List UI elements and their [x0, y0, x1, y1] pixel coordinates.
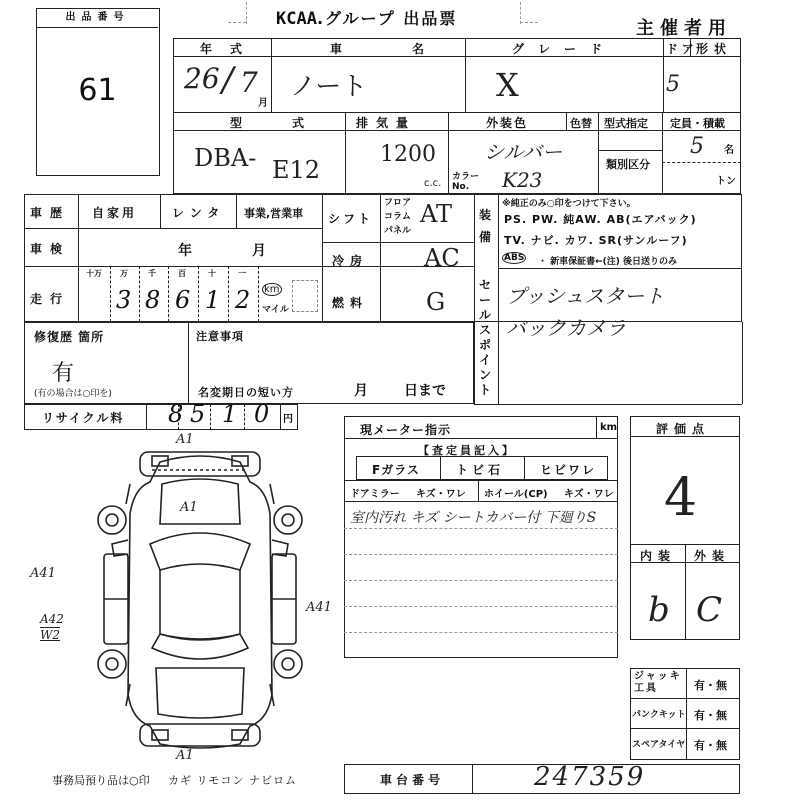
km-unit[interactable]: km — [264, 284, 280, 295]
mirror-options[interactable]: キズ・ワレ — [416, 489, 466, 500]
mileage-place-100k: 十万 — [86, 269, 102, 278]
equipment-line-3: ・ 新車保証書←(注) 後日送りのみ — [538, 257, 678, 267]
grade-label: グレード — [512, 42, 617, 56]
copy-label: 主催者用 — [636, 18, 732, 39]
damage-mark: W2 — [40, 628, 60, 642]
org-title-text: .グループ 出品票 — [316, 9, 458, 28]
inspector-label: 【査定員記入】 — [418, 444, 516, 457]
exterior-color-value: シルバー — [484, 140, 563, 164]
inspection-year-unit: 年 — [178, 243, 194, 259]
damage-mark: A1 — [176, 748, 194, 763]
fuel-value: G — [426, 288, 446, 316]
org-brand: KCAA — [276, 9, 317, 29]
capacity-label: 定員・積載 — [670, 117, 725, 130]
jack-options[interactable]: 有・無 — [694, 679, 727, 692]
mileage-place-1k: 千 — [148, 269, 156, 278]
equipment-abs: ABS — [504, 253, 525, 263]
type-designation-label: 型式指定 — [604, 117, 648, 130]
recycle-fee-digit: 1 — [222, 400, 238, 428]
capacity-value: 5 — [690, 134, 704, 159]
equipment-label: 装備 — [479, 208, 492, 244]
chip-label[interactable]: トビ石 — [456, 463, 505, 477]
year-separator: / — [222, 60, 234, 100]
ac-value: AC — [424, 244, 460, 272]
inspector-remark: 室内汚れ キズ シートカバー付 下廻りS — [350, 510, 597, 526]
interior-value: b — [648, 590, 670, 630]
type-value: E12 — [272, 156, 321, 184]
lot-number-box — [36, 8, 160, 176]
crack-label[interactable]: ヒビワレ — [540, 463, 597, 477]
shape-label: 形状 — [696, 42, 733, 56]
shift-option-column[interactable]: コラム — [384, 212, 411, 222]
mileage-place-10: 十 — [208, 269, 216, 278]
selling-point-item: バックカメラ — [506, 316, 626, 340]
wheel-options[interactable]: キズ・ワレ — [564, 489, 614, 500]
rating-value: 4 — [664, 468, 698, 528]
spare-tire-label: スペアタイヤ — [632, 740, 686, 750]
capacity-persons-unit: 名 — [724, 145, 734, 156]
type-label: 型式 — [230, 116, 355, 130]
doors-label: ドア — [666, 42, 698, 56]
mileage-digit: 8 — [145, 286, 161, 314]
exterior-label: 外装 — [694, 549, 731, 563]
mile-unit[interactable]: マイル — [262, 305, 289, 315]
chassis-number-value: 247359 — [534, 762, 646, 792]
car-diagram — [90, 444, 310, 754]
exterior-color-label: 外装色 — [486, 116, 529, 130]
shift-option-floor[interactable]: フロア — [384, 198, 412, 208]
color-no-label: カラー No. — [452, 172, 480, 192]
spare-tire-options[interactable]: 有・無 — [694, 739, 727, 752]
chassis-number-label: 車台番号 — [380, 773, 445, 787]
jack-label: ジャッキ工具 — [634, 671, 682, 694]
recycle-fee-digit: 5 — [190, 400, 206, 428]
inspection-month-unit: 月 — [252, 243, 268, 259]
cc-unit: c.c. — [424, 178, 442, 189]
office-items: カギ リモコン ナビロム — [168, 774, 297, 787]
mileage-digit: 2 — [235, 286, 251, 314]
interior-label: 内装 — [640, 549, 677, 563]
office-note: 事務局預り品は○印 — [52, 774, 150, 787]
ac-label: 冷房 — [332, 254, 369, 268]
selling-points-label: セールスポイント — [479, 278, 492, 397]
deadline-label: 名変期日の短い方 — [198, 386, 294, 399]
repair-note: (有の場合は○印を) — [34, 389, 112, 399]
category-label: 類別区分 — [606, 158, 650, 171]
displacement-label: 排気量 — [356, 116, 417, 130]
wheel-label: ホイール(CP) — [484, 489, 548, 500]
mileage-digit: 3 — [116, 286, 132, 314]
type-prefix: DBA- — [194, 144, 257, 172]
commercial-label[interactable]: 事業,営業車 — [244, 207, 304, 220]
capacity-tons-unit: トン — [716, 176, 736, 187]
rating-label: 評価点 — [656, 422, 711, 436]
deadline-day-unit: 日まで — [404, 383, 446, 399]
recycle-fee-digit: 8 — [168, 400, 184, 428]
mileage-place-100: 百 — [178, 269, 186, 278]
fuel-label: 燃料 — [332, 296, 369, 310]
doors-value: 5 — [666, 72, 680, 97]
puncture-kit-options[interactable]: 有・無 — [694, 709, 727, 722]
shift-label: シフト — [328, 212, 374, 226]
model-value: ノート — [290, 72, 368, 102]
equipment-line-2: TV. ナビ. カワ. SR(サンルーフ) — [504, 234, 688, 247]
mileage-place-10k: 万 — [120, 269, 128, 278]
color-no-value: K23 — [502, 168, 543, 192]
month-unit: 月 — [258, 98, 268, 109]
recycle-fee-digit: 0 — [254, 400, 270, 428]
mileage-digit: 1 — [205, 286, 221, 314]
shift-option-panel[interactable]: パネル — [384, 226, 412, 236]
grade-value: X — [496, 66, 519, 104]
meter-unit: km — [600, 422, 618, 433]
damage-mark: A41 — [306, 600, 332, 615]
displacement-value: 1200 — [380, 142, 436, 167]
meter-label: 現メーター指示 — [360, 423, 452, 437]
deadline-month-unit: 月 — [354, 383, 370, 399]
rental-label[interactable]: レンタ — [172, 206, 226, 220]
year-label: 年式 — [200, 42, 261, 56]
equipment-note: ※純正のみ○印をつけて下さい。 — [502, 199, 636, 209]
puncture-kit-label: パンクキット — [632, 710, 686, 720]
month-value: 7 — [240, 66, 258, 99]
notes-label: 注意事項 — [196, 330, 244, 343]
org-title — [276, 6, 457, 29]
equipment-line-1: PS. PW. 純AW. AB(エアバック) — [504, 213, 697, 226]
mileage-place-1: 一 — [238, 269, 246, 278]
lot-number-label: 出品番号 — [37, 9, 158, 28]
history-label: 車歴 — [30, 206, 71, 220]
lot-number-value: 61 — [78, 73, 117, 108]
model-label: 車名 — [330, 42, 495, 56]
exterior-value: C — [696, 590, 723, 630]
recycle-fee-label: リサイクル料 — [42, 411, 125, 425]
damage-mark: A1 — [180, 500, 198, 515]
glass-label: Fガラス — [372, 463, 420, 477]
repair-label: 修復歴 箇所 — [34, 330, 105, 344]
damage-mark: A1 — [176, 432, 194, 447]
private-use-label[interactable]: 自家用 — [92, 206, 138, 220]
selling-point-item: プッシュスタート — [506, 284, 665, 308]
damage-mark: A41 — [30, 566, 56, 581]
inspection-label: 車検 — [30, 242, 71, 256]
recycle-fee-unit: 円 — [283, 414, 293, 425]
damage-mark: A42 — [40, 612, 64, 626]
color-change-label: 色替 — [570, 117, 592, 130]
repair-value: 有 — [52, 361, 75, 386]
mileage-label: 走行 — [30, 292, 71, 306]
shift-value: AT — [420, 200, 453, 228]
mirror-label: ドアミラー — [350, 489, 400, 500]
mileage-digit: 6 — [175, 286, 191, 314]
year-value: 26 — [184, 62, 220, 95]
